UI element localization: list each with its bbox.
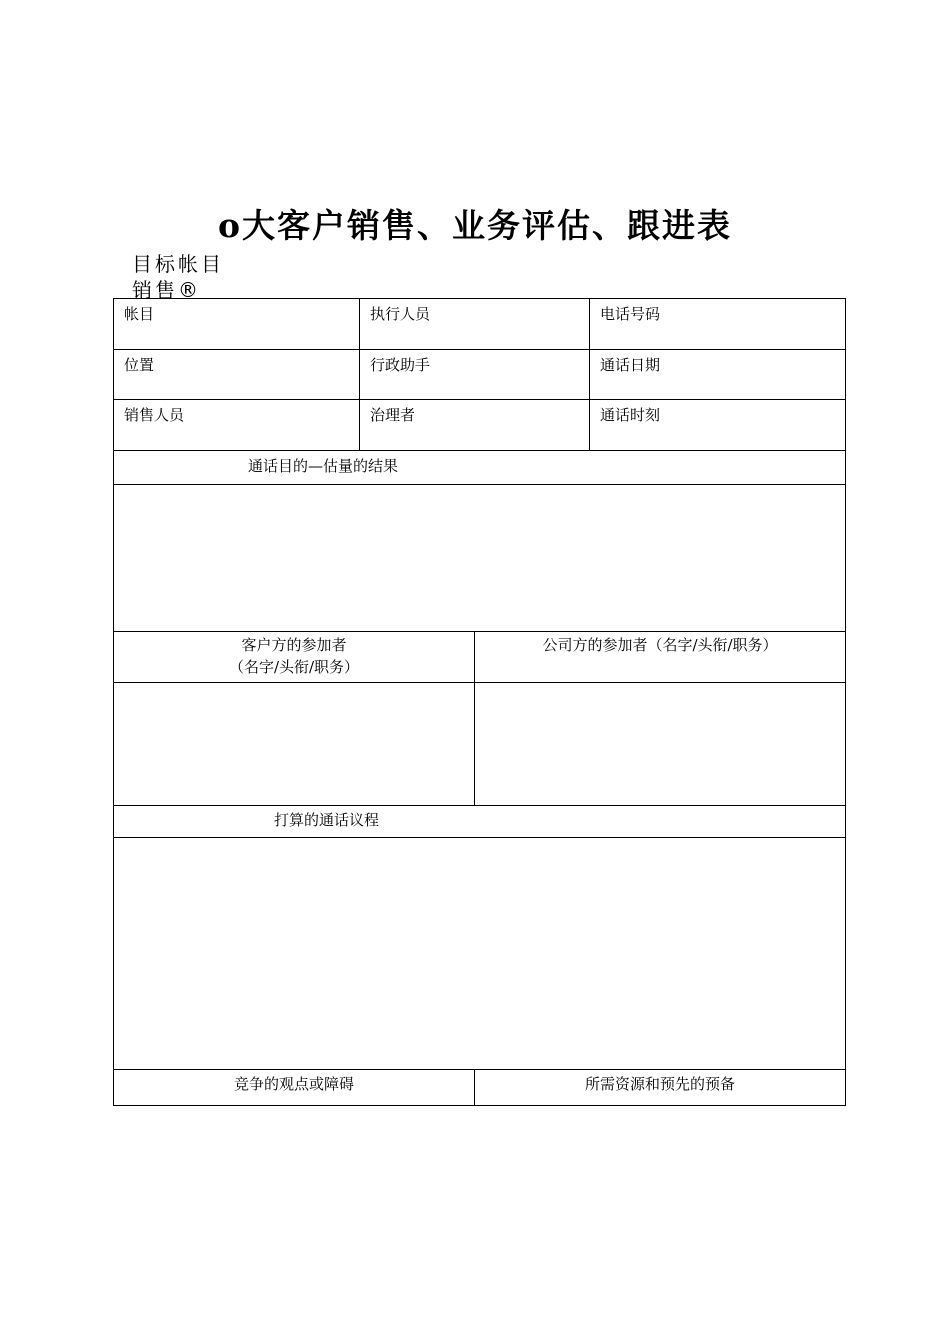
subtitle-sales: 销售® <box>132 278 201 302</box>
table-row <box>114 683 845 806</box>
page-title: o大客户销售、业务评估、跟进表 <box>217 206 732 245</box>
phone-number-cell[interactable]: 电话号码 <box>589 299 845 349</box>
executive-cell[interactable]: 执行人员 <box>359 299 589 349</box>
competition-header: 竞争的观点或障碍 <box>233 1075 354 1093</box>
agenda-header: 打算的通话议程 <box>274 811 380 829</box>
table-row <box>114 1070 845 1105</box>
client-participants-header <box>114 632 474 682</box>
table-row <box>114 451 845 485</box>
purpose-input-area[interactable] <box>114 485 845 632</box>
admin-assistant-cell[interactable]: 行政助手 <box>359 350 589 399</box>
client-participants-input[interactable] <box>114 683 474 805</box>
evaluation-form-table <box>113 298 846 1106</box>
client-participants-label: 客户方的参加者 <box>241 636 347 654</box>
company-participants-input[interactable] <box>474 683 845 805</box>
agenda-input-area[interactable] <box>114 838 845 1070</box>
salesperson-cell[interactable]: 销售人员 <box>124 406 185 424</box>
location-cell[interactable]: 位置 <box>124 356 155 374</box>
call-date-cell[interactable]: 通话日期 <box>589 350 845 399</box>
account-cell[interactable]: 帐目 <box>124 305 155 323</box>
call-time-cell[interactable]: 通话时刻 <box>589 400 845 450</box>
table-row <box>114 350 845 400</box>
manager-cell[interactable]: 治理者 <box>359 400 589 450</box>
table-row <box>114 806 845 838</box>
company-participants-header: 公司方的参加者（名字/头衔/职务） <box>474 632 845 682</box>
table-row <box>114 299 845 350</box>
purpose-header: 通话目的—估量的结果 <box>248 457 399 475</box>
table-row <box>114 400 845 451</box>
resources-header: 所需资源和预先的预备 <box>474 1070 845 1105</box>
table-row <box>114 632 845 683</box>
client-participants-sublabel: （名字/头衔/职务） <box>228 658 360 676</box>
subtitle-target-accounts: 目标帐目 <box>132 252 224 276</box>
